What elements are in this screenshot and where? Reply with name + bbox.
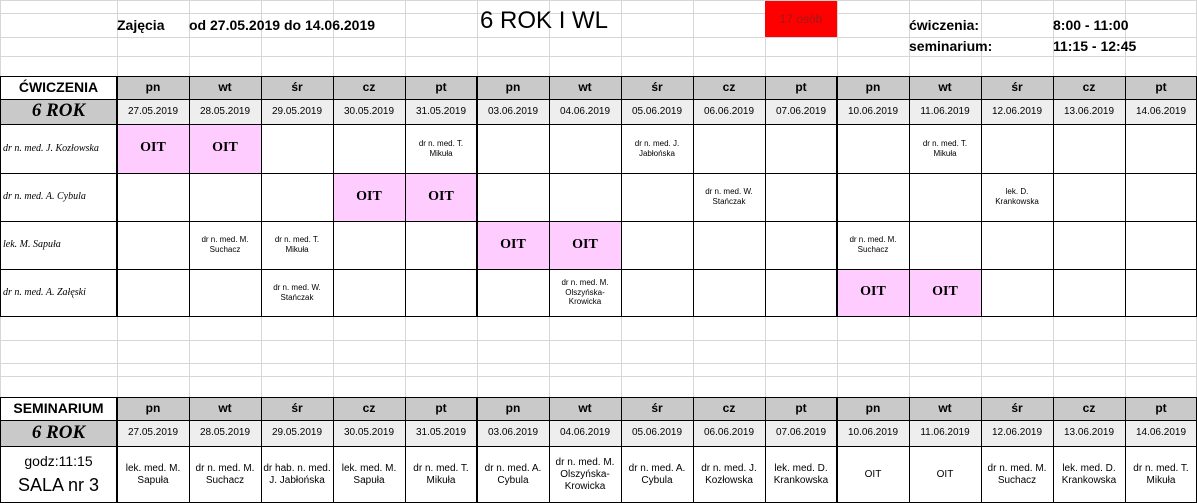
table-border [981,76,982,316]
schedule-cell[interactable] [837,124,909,173]
table-border [0,99,1197,100]
day-header: wt [189,76,261,99]
date-header: 04.06.2019 [549,99,621,124]
date-header: 06.06.2019 [693,420,765,446]
date-header: 07.06.2019 [765,420,837,446]
day-header: pn [477,76,549,99]
schedule-cell[interactable]: dr n. med. M. Suchacz [201,235,249,254]
table-border [1053,76,1054,316]
date-header: 11.06.2019 [909,99,981,124]
seminar-cell[interactable]: dr n. med. J. Kozłowska [701,462,757,486]
table-border [0,221,1197,222]
date-header: 30.05.2019 [333,420,405,446]
table-border [909,397,910,502]
day-header: śr [621,76,693,99]
table-border [1053,397,1054,502]
date-header: 11.06.2019 [909,420,981,446]
schedule-cell[interactable] [261,173,333,221]
schedule-cell[interactable] [765,124,837,173]
schedule-cell[interactable] [405,269,477,316]
seminar-cell[interactable]: lek. med. D. Krankowska [1061,462,1117,486]
day-header: pt [405,76,477,99]
schedule-cell[interactable] [477,269,549,316]
date-header: 03.06.2019 [477,99,549,124]
oit-cell[interactable]: OIT [477,221,549,269]
table-border [981,397,982,502]
day-header: cz [333,397,405,420]
grid-row-line [0,340,1197,341]
day-header: pn [837,397,909,420]
day-header: śr [261,76,333,99]
schedule-cell[interactable] [333,269,405,316]
table-border [117,76,118,316]
date-header: 27.05.2019 [117,420,189,446]
date-header: 13.06.2019 [1053,420,1125,446]
day-header: wt [549,76,621,99]
table-border [693,397,694,502]
table-border [837,76,838,316]
schedule-cell[interactable] [117,221,189,269]
schedule-cell[interactable] [1125,124,1197,173]
table-border [549,76,550,316]
day-header: cz [1053,76,1125,99]
day-header: śr [621,397,693,420]
teacher-name: lek. M. Sapuła [3,239,61,250]
table-border [0,420,1197,421]
schedule-cell[interactable] [693,221,765,269]
table-border [333,76,334,316]
seminar-cell[interactable]: dr n. med. T. Mikuła [413,462,469,486]
table-border [1125,397,1126,502]
schedule-cell[interactable] [1053,269,1125,316]
table-border [837,397,838,502]
date-header: 27.05.2019 [117,99,189,124]
seminar-cell[interactable]: OIT [936,468,954,480]
day-header: cz [1053,397,1125,420]
day-header: pt [765,76,837,99]
group-size-badge: 17 osób [765,1,837,37]
teacher-name: dr n. med. A. Cybula [3,191,86,202]
oit-cell[interactable]: OIT [117,124,189,173]
table-border [405,76,406,316]
date-header: 12.06.2019 [981,99,1053,124]
day-header: pt [1125,397,1197,420]
schedule-cell[interactable] [621,221,693,269]
schedule-cell[interactable] [477,124,549,173]
day-header: pt [1125,76,1197,99]
teacher-name: dr n. med. J. Kozłowska [3,142,99,154]
table-border [0,76,1197,77]
oit-cell[interactable]: OIT [189,124,261,173]
table-border [117,397,118,502]
date-header: 31.05.2019 [405,99,477,124]
date-header: 06.06.2019 [693,99,765,124]
date-header: 10.06.2019 [837,420,909,446]
table-border [765,76,766,316]
schedule-cell[interactable]: dr n. med. T. Mikuła [922,138,968,158]
day-header: pn [117,397,189,420]
teacher-name: dr n. med. A. Załęski [3,286,86,298]
schedule-cell[interactable] [765,173,837,221]
schedule-cell[interactable] [477,173,549,221]
table-border [0,397,1,503]
grid-row-line [0,363,1197,364]
seminar-cell[interactable]: dr n. med. A. Cybula [484,462,542,486]
grid-row-line [0,56,1197,57]
seminar-cell[interactable]: lek. med. M. Sapuła [125,462,181,486]
day-header: pn [837,76,909,99]
seminar-cell[interactable]: lek. med. D. Krankowska [773,462,829,486]
schedule-cell[interactable] [765,269,837,316]
date-header: 07.06.2019 [765,99,837,124]
schedule-cell[interactable] [261,124,333,173]
table-border [261,397,262,502]
grid-row-line [0,376,1197,377]
schedule-cell[interactable] [333,124,405,173]
schedule-cell[interactable] [621,269,693,316]
seminarium-label: seminarium: [909,38,993,55]
table-border [333,397,334,502]
day-header: cz [693,76,765,99]
schedule-cell[interactable]: dr n. med. W. Stańczak [705,187,753,206]
date-header: 04.06.2019 [549,420,621,446]
day-header: śr [981,397,1053,420]
table-border [909,76,910,316]
day-header: pn [477,397,549,420]
seminar-time-label: godz:11:15 [24,452,93,469]
table-border [549,397,550,502]
date-header: 10.06.2019 [837,99,909,124]
cwiczenia-section-label: ĆWICZENIA [0,76,117,99]
schedule-cell[interactable] [117,173,189,221]
seminarium-time: 11:15 - 12:45 [1053,38,1137,55]
oit-cell[interactable]: OIT [405,173,477,221]
date-range: od 27.05.2019 do 14.06.2019 [189,16,376,33]
table-border [621,397,622,502]
day-header: cz [333,76,405,99]
schedule-cell[interactable] [549,173,621,221]
table-border [765,397,766,502]
schedule-cell[interactable]: dr n. med. J. Jabłońska [634,138,680,158]
schedule-cell[interactable] [405,221,477,269]
oit-cell[interactable]: OIT [549,221,621,269]
day-header: pt [405,397,477,420]
table-border [477,76,478,316]
table-border [405,397,406,502]
day-header: śr [981,76,1053,99]
schedule-cell[interactable]: dr n. med. M. Suchacz [849,235,897,254]
seminar-cell[interactable]: dr n. med. M. Olszyńska-Krowicka [555,456,615,492]
grid-row-line [0,0,1197,1]
schedule-cell[interactable]: dr n. med. T. Mikuła [418,138,464,158]
schedule-cell[interactable] [909,221,981,269]
page-title: 6 ROK I WL [480,6,609,34]
table-border [0,397,1197,398]
schedule-cell[interactable] [189,173,261,221]
day-header: wt [909,397,981,420]
schedule-cell[interactable] [837,173,909,221]
schedule-cell[interactable] [981,269,1053,316]
table-border [0,316,1197,317]
day-header: pn [117,76,189,99]
schedule-cell[interactable] [621,173,693,221]
day-header: pt [765,397,837,420]
date-header: 28.05.2019 [189,99,261,124]
oit-cell[interactable]: OIT [333,173,405,221]
day-header: śr [261,397,333,420]
oit-cell[interactable]: OIT [909,269,981,316]
schedule-cell[interactable] [981,221,1053,269]
table-border [477,397,478,502]
table-border [0,76,1,316]
schedule-cell[interactable] [117,269,189,316]
seminar-cell[interactable]: dr n. med. A. Cybula [628,462,686,486]
cwiczenia-label: ćwiczenia: [909,16,980,33]
date-header: 29.05.2019 [261,99,333,124]
seminar-cell[interactable]: dr n. med. M. Suchacz [987,462,1047,486]
seminar-cell[interactable]: lek. med. M. Sapuła [341,462,397,486]
day-header: cz [693,397,765,420]
seminar-cell[interactable]: OIT [864,468,882,480]
table-border [693,76,694,316]
day-header: wt [909,76,981,99]
zajecia-label: Zajęcia [117,16,165,33]
date-header: 13.06.2019 [1053,99,1125,124]
day-header: wt [189,397,261,420]
schedule-cell[interactable] [1053,221,1125,269]
schedule-cell[interactable] [189,269,261,316]
table-border [0,269,1197,270]
schedule-cell[interactable]: dr n. med. M. Olszyńska-Krowicka [561,278,609,307]
schedule-cell[interactable]: dr n. med. W. Stańczak [273,282,321,302]
date-header: 14.06.2019 [1125,99,1197,124]
day-header: wt [549,397,621,420]
table-border [0,173,1197,174]
date-header: 14.06.2019 [1125,420,1197,446]
table-border [0,446,1197,447]
schedule-cell[interactable] [693,124,765,173]
schedule-cell[interactable] [693,269,765,316]
seminarium-year-label: 6 ROK [0,420,117,446]
schedule-cell[interactable] [909,173,981,221]
table-border [189,397,190,502]
date-header: 12.06.2019 [981,420,1053,446]
table-border [189,76,190,316]
table-border [261,76,262,316]
schedule-cell[interactable]: dr n. med. T. Mikuła [274,235,320,254]
seminar-cell[interactable]: dr n. med. T. Mikuła [1133,462,1189,486]
seminar-cell[interactable]: dr n. med. M. Suchacz [195,462,255,486]
seminarium-section-label: SEMINARIUM [0,397,117,420]
schedule-cell[interactable] [765,221,837,269]
date-header: 30.05.2019 [333,99,405,124]
cwiczenia-year-label: 6 ROK [0,99,117,124]
schedule-cell[interactable] [1053,124,1125,173]
table-border [1125,76,1126,316]
table-border [621,76,622,316]
schedule-cell[interactable]: lek. D. Krankowska [995,187,1039,206]
schedule-cell[interactable] [981,124,1053,173]
schedule-cell[interactable] [333,221,405,269]
schedule-cell[interactable] [549,124,621,173]
schedule-cell[interactable] [1125,269,1197,316]
date-header: 05.06.2019 [621,99,693,124]
oit-cell[interactable]: OIT [837,269,909,316]
date-header: 03.06.2019 [477,420,549,446]
table-border [0,124,1197,125]
schedule-cell[interactable] [1053,173,1125,221]
seminar-room-label: SALA nr 3 [17,475,100,496]
schedule-cell[interactable] [1125,221,1197,269]
date-header: 05.06.2019 [621,420,693,446]
seminar-cell[interactable]: dr hab. n. med. J. Jabłońska [263,462,331,486]
date-header: 28.05.2019 [189,420,261,446]
schedule-cell[interactable] [1125,173,1197,221]
cwiczenia-time: 8:00 - 11:00 [1053,16,1129,33]
date-header: 31.05.2019 [405,420,477,446]
date-header: 29.05.2019 [261,420,333,446]
